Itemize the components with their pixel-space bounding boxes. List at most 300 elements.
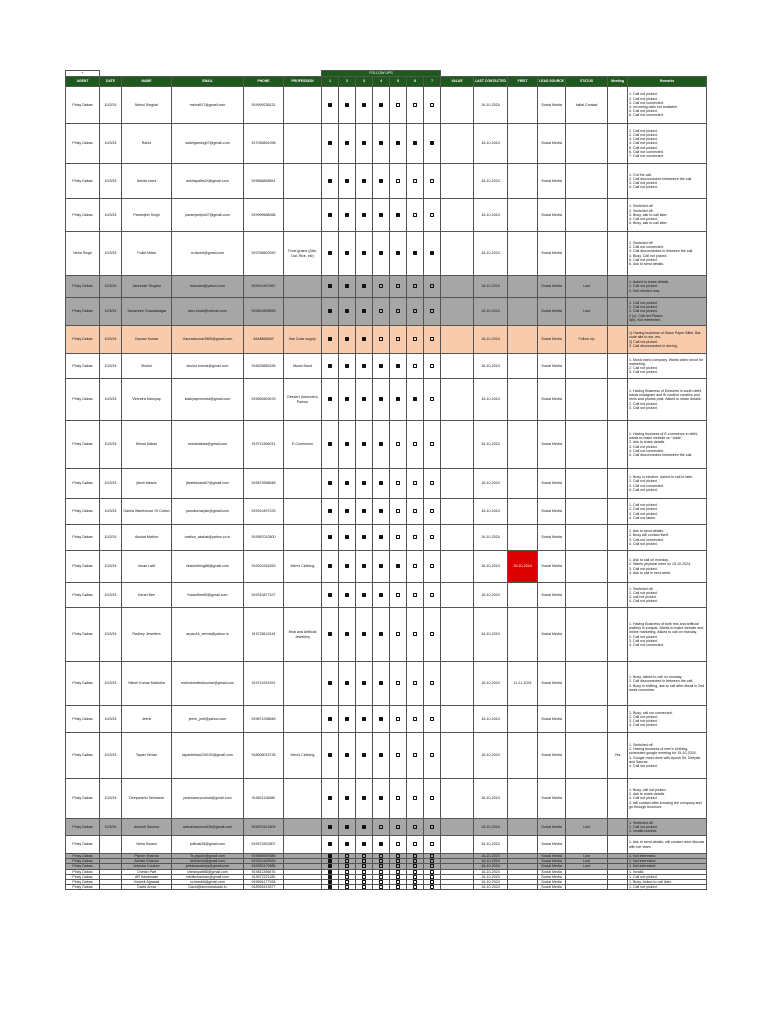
checkbox-unchecked[interactable] xyxy=(362,880,366,884)
checkbox-checked[interactable] xyxy=(379,442,383,446)
cell-followup-4 xyxy=(373,87,390,124)
checkbox-unchecked[interactable] xyxy=(396,632,400,636)
cell-last-contacted: 16-10-2024 xyxy=(474,864,508,869)
checkbox-checked[interactable] xyxy=(345,481,349,485)
cell-followup-7 xyxy=(424,733,441,779)
checkbox-unchecked[interactable] xyxy=(396,842,400,846)
cell-email: m.facebl@gmail.com xyxy=(172,232,244,276)
checkbox-checked[interactable] xyxy=(328,864,332,868)
checkbox-checked[interactable] xyxy=(379,842,383,846)
checkbox-unchecked[interactable] xyxy=(396,880,400,884)
cell-followup-6 xyxy=(407,469,424,499)
checkbox-checked[interactable] xyxy=(396,397,400,401)
checkbox-unchecked[interactable] xyxy=(413,481,417,485)
checkbox-checked[interactable] xyxy=(328,875,332,879)
checkbox-unchecked[interactable] xyxy=(379,854,383,858)
checkbox-checked[interactable] xyxy=(328,880,332,884)
checkbox-checked[interactable] xyxy=(328,284,332,288)
checkbox-unchecked[interactable] xyxy=(362,859,366,863)
checkbox-unchecked[interactable] xyxy=(396,593,400,597)
cell-remarks: 1. Having Business of Desserts in south delhi, wants instagram and fb content creation and reels and photos post. Asked to share details. 2. Call not picked. 3. Call not picked. xyxy=(628,379,707,421)
checkbox-checked[interactable] xyxy=(396,141,400,145)
checkbox-checked[interactable] xyxy=(328,535,332,539)
cell-first xyxy=(508,421,538,469)
table-row xyxy=(66,551,707,583)
cell-status xyxy=(566,662,608,706)
checkbox-checked[interactable] xyxy=(328,337,332,341)
cell-agent: Pinky Dabas xyxy=(66,859,100,864)
cell-last-contacted: 16-10-2024 xyxy=(474,779,508,819)
checkbox-checked[interactable] xyxy=(328,179,332,183)
checkbox-unchecked[interactable] xyxy=(413,103,417,107)
checkbox-checked[interactable] xyxy=(379,509,383,513)
cell-phone: 919650803676 xyxy=(244,379,284,421)
checkbox-checked[interactable] xyxy=(345,397,349,401)
checkbox-checked[interactable] xyxy=(328,213,332,217)
checkbox-unchecked[interactable] xyxy=(413,632,417,636)
checkbox-checked[interactable] xyxy=(362,825,366,829)
checkbox-unchecked[interactable] xyxy=(413,859,417,863)
cell-lead-source: Social Media xyxy=(538,819,566,836)
cell-name: Pulkit Mittal xyxy=(122,232,172,276)
checkbox-checked[interactable] xyxy=(362,284,366,288)
cell-first xyxy=(508,354,538,379)
checkbox-unchecked[interactable] xyxy=(413,825,417,829)
checkbox-checked[interactable] xyxy=(328,842,332,846)
checkbox-unchecked[interactable] xyxy=(430,593,434,597)
checkbox-checked[interactable] xyxy=(328,442,332,446)
column-header: STATUS xyxy=(566,77,608,87)
checkbox-checked[interactable] xyxy=(328,364,332,368)
checkbox-unchecked[interactable] xyxy=(345,864,349,868)
cell-email: chetanpatt88@gmail.com xyxy=(172,869,244,874)
checkbox-checked[interactable] xyxy=(379,141,383,145)
checkbox-checked[interactable] xyxy=(345,825,349,829)
checkbox-checked[interactable] xyxy=(345,535,349,539)
cell-date: 10/3/24 xyxy=(100,379,122,421)
checkbox-checked[interactable] xyxy=(328,509,332,513)
checkbox-checked[interactable] xyxy=(345,103,349,107)
checkbox-unchecked[interactable] xyxy=(430,564,434,568)
cell-followup-2 xyxy=(339,469,356,499)
checkbox-checked[interactable] xyxy=(362,535,366,539)
cell-followup-4 xyxy=(373,326,390,354)
cell-followup-7 xyxy=(424,836,441,854)
checkbox-checked[interactable] xyxy=(379,681,383,685)
checkbox-unchecked[interactable] xyxy=(413,885,417,889)
checkbox-checked[interactable] xyxy=(413,251,417,255)
checkbox-checked[interactable] xyxy=(345,632,349,636)
checkbox-unchecked[interactable] xyxy=(345,875,349,879)
checkbox-checked[interactable] xyxy=(345,509,349,513)
checkbox-unchecked[interactable] xyxy=(379,864,383,868)
checkbox-checked[interactable] xyxy=(362,681,366,685)
checkbox-checked[interactable] xyxy=(430,141,434,145)
checkbox-unchecked[interactable] xyxy=(413,864,417,868)
checkbox-unchecked[interactable] xyxy=(396,825,400,829)
cell-followup-2 xyxy=(339,354,356,379)
checkbox-unchecked[interactable] xyxy=(430,397,434,401)
checkbox-checked[interactable] xyxy=(362,364,366,368)
checkbox-unchecked[interactable] xyxy=(413,509,417,513)
cell-phone: 8448868369 xyxy=(244,326,284,354)
column-header: Remarks xyxy=(628,77,707,87)
checkbox-checked[interactable] xyxy=(328,564,332,568)
checkbox-checked[interactable] xyxy=(362,481,366,485)
cell-last-contacted: 16-10-2024 xyxy=(474,87,508,124)
checkbox-unchecked[interactable] xyxy=(413,179,417,183)
cell-meeting xyxy=(608,819,628,836)
checkbox-checked[interactable] xyxy=(413,397,417,401)
checkbox-checked[interactable] xyxy=(362,141,366,145)
checkbox-checked[interactable] xyxy=(379,364,383,368)
checkbox-unchecked[interactable] xyxy=(430,284,434,288)
cell-followup-7 xyxy=(424,87,441,124)
cell-lead-source: Social Media xyxy=(538,874,566,879)
cell-followup-3 xyxy=(356,87,373,124)
checkbox-unchecked[interactable] xyxy=(396,509,400,513)
cell-profession xyxy=(284,583,322,608)
cell-profession: Real and Artificial Jewellery xyxy=(284,608,322,662)
checkbox-unchecked[interactable] xyxy=(413,593,417,597)
checkbox-unchecked[interactable] xyxy=(430,753,434,757)
cell-name: Chetan Patt xyxy=(122,869,172,874)
checkbox-checked[interactable] xyxy=(345,364,349,368)
checkbox-unchecked[interactable] xyxy=(396,535,400,539)
cell-followup-6 xyxy=(407,733,424,779)
checkbox-unchecked[interactable] xyxy=(379,337,383,341)
cell-remarks: 1. Not interested. xyxy=(628,864,707,869)
cell-followup-7 xyxy=(424,583,441,608)
checkbox-unchecked[interactable] xyxy=(430,442,434,446)
cell-phone: 919972822807 xyxy=(244,836,284,854)
checkbox-unchecked[interactable] xyxy=(396,179,400,183)
checkbox-checked[interactable] xyxy=(328,717,332,721)
cell-meeting xyxy=(608,499,628,525)
cell-remarks: 1. Switched off. 2. Call not connected. 3. Call disconnected in between the call. 4. Busy, Call not picked. 5. Call not picked. 6. Ask to send details. xyxy=(628,232,707,276)
checkbox-checked[interactable] xyxy=(379,535,383,539)
checkbox-checked[interactable] xyxy=(362,717,366,721)
checkbox-checked[interactable] xyxy=(362,593,366,597)
checkbox-unchecked[interactable] xyxy=(379,825,383,829)
cell-remarks: 1. Switched off. 2. Having business of men's clothing, scheduled google meeting for 15-10-2024. 3. Google meet done with Ayush Sir, Deepak and Saurav. 4. Call not picked. xyxy=(628,733,707,779)
checkbox-unchecked[interactable] xyxy=(430,509,434,513)
checkbox-unchecked[interactable] xyxy=(396,681,400,685)
checkbox-checked[interactable] xyxy=(379,632,383,636)
checkbox-unchecked[interactable] xyxy=(396,864,400,868)
cell-followup-1 xyxy=(322,819,339,836)
cell-followup-1 xyxy=(322,124,339,164)
checkbox-checked[interactable] xyxy=(379,397,383,401)
checkbox-unchecked[interactable] xyxy=(430,885,434,889)
cell-last-contacted: 16-10-2024 xyxy=(474,326,508,354)
checkbox-unchecked[interactable] xyxy=(396,481,400,485)
checkbox-unchecked[interactable] xyxy=(430,854,434,858)
checkbox-checked[interactable] xyxy=(345,842,349,846)
checkbox-unchecked[interactable] xyxy=(413,564,417,568)
cell-lead-source: Social Media xyxy=(538,232,566,276)
checkbox-unchecked[interactable] xyxy=(430,213,434,217)
cell-profession xyxy=(284,525,322,551)
table-row xyxy=(66,662,707,706)
checkbox-unchecked[interactable] xyxy=(345,870,349,874)
cell-followup-3 xyxy=(356,525,373,551)
checkbox-unchecked[interactable] xyxy=(362,854,366,858)
checkbox-checked[interactable] xyxy=(328,796,332,800)
checkbox-checked[interactable] xyxy=(379,564,383,568)
checkbox-checked[interactable] xyxy=(345,442,349,446)
checkbox-unchecked[interactable] xyxy=(413,213,417,217)
checkbox-checked[interactable] xyxy=(379,593,383,597)
checkbox-unchecked[interactable] xyxy=(345,859,349,863)
checkbox-unchecked[interactable] xyxy=(396,337,400,341)
checkbox-checked[interactable] xyxy=(379,796,383,800)
checkbox-checked[interactable] xyxy=(328,885,332,889)
checkbox-checked[interactable] xyxy=(328,859,332,863)
checkbox-unchecked[interactable] xyxy=(430,481,434,485)
checkbox-unchecked[interactable] xyxy=(430,535,434,539)
cell-followup-1 xyxy=(322,733,339,779)
cell-followup-1 xyxy=(322,354,339,379)
checkbox-checked[interactable] xyxy=(379,753,383,757)
checkbox-unchecked[interactable] xyxy=(430,179,434,183)
checkbox-unchecked[interactable] xyxy=(430,364,434,368)
checkbox-checked[interactable] xyxy=(430,251,434,255)
checkbox-checked[interactable] xyxy=(328,251,332,255)
checkbox-unchecked[interactable] xyxy=(413,753,417,757)
checkbox-unchecked[interactable] xyxy=(362,875,366,879)
checkbox-checked[interactable] xyxy=(328,870,332,874)
checkbox-checked[interactable] xyxy=(328,593,332,597)
checkbox-checked[interactable] xyxy=(345,681,349,685)
checkbox-checked[interactable] xyxy=(345,213,349,217)
column-header: PROFESSION xyxy=(284,77,322,87)
checkbox-unchecked[interactable] xyxy=(413,337,417,341)
cell-last-contacted: 16-10-2024 xyxy=(474,608,508,662)
cell-remarks: 1. Call not picked. xyxy=(628,874,707,879)
checkbox-unchecked[interactable] xyxy=(396,859,400,863)
checkbox-unchecked[interactable] xyxy=(396,284,400,288)
cell-status xyxy=(566,525,608,551)
cell-followup-3 xyxy=(356,583,373,608)
checkbox-checked[interactable] xyxy=(345,337,349,341)
cell-remarks: 1. Busy, asked to call on monday. 2. Call disconnected in between the call. 3. Busy in shifting, ask to call after diwali in 2nd week november. xyxy=(628,662,707,706)
cell-profession xyxy=(284,124,322,164)
checkbox-unchecked[interactable] xyxy=(362,864,366,868)
checkbox-checked[interactable] xyxy=(379,481,383,485)
checkbox-checked[interactable] xyxy=(362,397,366,401)
checkbox-checked[interactable] xyxy=(362,842,366,846)
checkbox-unchecked[interactable] xyxy=(379,875,383,879)
checkbox-checked[interactable] xyxy=(328,481,332,485)
cell-agent: Pinky Dabas xyxy=(66,583,100,608)
table-row xyxy=(66,164,707,199)
checkbox-unchecked[interactable] xyxy=(430,864,434,868)
checkbox-checked[interactable] xyxy=(379,103,383,107)
checkbox-unchecked[interactable] xyxy=(413,309,417,313)
checkbox-checked[interactable] xyxy=(362,251,366,255)
checkbox-checked[interactable] xyxy=(345,309,349,313)
checkbox-unchecked[interactable] xyxy=(413,364,417,368)
checkbox-unchecked[interactable] xyxy=(345,880,349,884)
checkbox-checked[interactable] xyxy=(345,284,349,288)
checkbox-checked[interactable] xyxy=(345,717,349,721)
checkbox-unchecked[interactable] xyxy=(430,632,434,636)
checkbox-unchecked[interactable] xyxy=(396,875,400,879)
cell-followup-2 xyxy=(339,326,356,354)
checkbox-unchecked[interactable] xyxy=(379,309,383,313)
checkbox-unchecked[interactable] xyxy=(430,309,434,313)
checkbox-unchecked[interactable] xyxy=(430,870,434,874)
checkbox-unchecked[interactable] xyxy=(413,535,417,539)
cell-meeting xyxy=(608,662,628,706)
checkbox-unchecked[interactable] xyxy=(379,870,383,874)
checkbox-checked[interactable] xyxy=(362,753,366,757)
checkbox-unchecked[interactable] xyxy=(396,870,400,874)
checkbox-checked[interactable] xyxy=(362,213,366,217)
cell-followup-5 xyxy=(390,232,407,276)
checkbox-unchecked[interactable] xyxy=(413,284,417,288)
checkbox-unchecked[interactable] xyxy=(430,103,434,107)
checkbox-unchecked[interactable] xyxy=(430,681,434,685)
checkbox-checked[interactable] xyxy=(345,251,349,255)
checkbox-checked[interactable] xyxy=(328,632,332,636)
cell-meeting xyxy=(608,608,628,662)
checkbox-unchecked[interactable] xyxy=(396,885,400,889)
checkbox-unchecked[interactable] xyxy=(396,753,400,757)
cell-last-contacted: 16-10-2024 xyxy=(474,583,508,608)
checkbox-checked[interactable] xyxy=(362,442,366,446)
checkbox-unchecked[interactable] xyxy=(362,870,366,874)
cell-value xyxy=(441,733,474,779)
checkbox-unchecked[interactable] xyxy=(413,854,417,858)
checkbox-checked[interactable] xyxy=(345,796,349,800)
cell-value xyxy=(441,525,474,551)
checkbox-unchecked[interactable] xyxy=(430,717,434,721)
checkbox-unchecked[interactable] xyxy=(379,284,383,288)
checkbox-unchecked[interactable] xyxy=(396,796,400,800)
table-row xyxy=(66,276,707,298)
checkbox-unchecked[interactable] xyxy=(413,875,417,879)
checkbox-unchecked[interactable] xyxy=(396,717,400,721)
checkbox-unchecked[interactable] xyxy=(430,825,434,829)
cell-meeting xyxy=(608,551,628,583)
checkbox-checked[interactable] xyxy=(328,753,332,757)
checkbox-unchecked[interactable] xyxy=(396,103,400,107)
cell-lead-source: Social Media xyxy=(538,706,566,733)
cell-agent: Pinky Dabas xyxy=(66,354,100,379)
checkbox-unchecked[interactable] xyxy=(413,681,417,685)
checkbox-checked[interactable] xyxy=(328,397,332,401)
checkbox-checked[interactable] xyxy=(328,309,332,313)
cell-remarks: 1. Not interested. xyxy=(628,854,707,859)
checkbox-unchecked[interactable] xyxy=(413,796,417,800)
checkbox-unchecked[interactable] xyxy=(379,880,383,884)
table-row xyxy=(66,706,707,733)
cell-followup-1 xyxy=(322,499,339,525)
checkbox-checked[interactable] xyxy=(379,213,383,217)
cell-value xyxy=(441,164,474,199)
checkbox-checked[interactable] xyxy=(345,593,349,597)
checkbox-unchecked[interactable] xyxy=(345,885,349,889)
checkbox-unchecked[interactable] xyxy=(396,442,400,446)
checkbox-checked[interactable] xyxy=(396,251,400,255)
cell-followup-3 xyxy=(356,885,373,890)
checkbox-checked[interactable] xyxy=(396,364,400,368)
cell-date: 10/3/24 xyxy=(100,583,122,608)
cell-phone: 919711931091 xyxy=(244,662,284,706)
cell-profession xyxy=(284,276,322,298)
checkbox-checked[interactable] xyxy=(345,564,349,568)
table-row xyxy=(66,608,707,662)
checkbox-checked[interactable] xyxy=(362,632,366,636)
checkbox-checked[interactable] xyxy=(328,141,332,145)
checkbox-checked[interactable] xyxy=(379,717,383,721)
checkbox-checked[interactable] xyxy=(345,141,349,145)
cell-agent: Pinky Dabas xyxy=(66,885,100,890)
checkbox-unchecked[interactable] xyxy=(396,309,400,313)
checkbox-checked[interactable] xyxy=(345,753,349,757)
checkbox-checked[interactable] xyxy=(328,825,332,829)
checkbox-unchecked[interactable] xyxy=(345,854,349,858)
checkbox-unchecked[interactable] xyxy=(430,875,434,879)
checkbox-unchecked[interactable] xyxy=(413,880,417,884)
checkbox-unchecked[interactable] xyxy=(430,337,434,341)
checkbox-unchecked[interactable] xyxy=(430,796,434,800)
checkbox-unchecked[interactable] xyxy=(413,442,417,446)
cell-last-contacted: 16-10-2024 xyxy=(474,869,508,874)
checkbox-checked[interactable] xyxy=(379,179,383,183)
checkbox-unchecked[interactable] xyxy=(430,842,434,846)
cell-name: Jeeric xyxy=(122,706,172,733)
cell-value xyxy=(441,706,474,733)
checkbox-checked[interactable] xyxy=(328,681,332,685)
checkbox-unchecked[interactable] xyxy=(413,842,417,846)
checkbox-checked[interactable] xyxy=(396,213,400,217)
cell-status xyxy=(566,706,608,733)
cell-meeting xyxy=(608,87,628,124)
checkbox-checked[interactable] xyxy=(396,564,400,568)
checkbox-checked[interactable] xyxy=(413,141,417,145)
checkbox-unchecked[interactable] xyxy=(413,870,417,874)
checkbox-unchecked[interactable] xyxy=(379,859,383,863)
checkbox-unchecked[interactable] xyxy=(362,885,366,889)
checkbox-checked[interactable] xyxy=(362,103,366,107)
checkbox-checked[interactable] xyxy=(362,337,366,341)
cell-date: 10/3/24 xyxy=(100,421,122,469)
checkbox-checked[interactable] xyxy=(328,854,332,858)
checkbox-checked[interactable] xyxy=(362,509,366,513)
checkbox-checked[interactable] xyxy=(362,564,366,568)
cell-agent: Pinky Dabas xyxy=(66,869,100,874)
checkbox-checked[interactable] xyxy=(362,309,366,313)
checkbox-unchecked[interactable] xyxy=(413,717,417,721)
cell-lead-source: Social Media xyxy=(538,326,566,354)
cell-meeting xyxy=(608,421,628,469)
checkbox-unchecked[interactable] xyxy=(430,880,434,884)
checkbox-checked[interactable] xyxy=(362,796,366,800)
cell-first xyxy=(508,164,538,199)
checkbox-checked[interactable] xyxy=(362,179,366,183)
cell-phone: 917055891098 xyxy=(244,124,284,164)
checkbox-unchecked[interactable] xyxy=(430,859,434,863)
checkbox-checked[interactable] xyxy=(345,179,349,183)
checkbox-checked[interactable] xyxy=(379,251,383,255)
checkbox-checked[interactable] xyxy=(328,103,332,107)
checkbox-unchecked[interactable] xyxy=(396,854,400,858)
column-header: 5 xyxy=(390,77,407,87)
checkbox-unchecked[interactable] xyxy=(379,885,383,889)
